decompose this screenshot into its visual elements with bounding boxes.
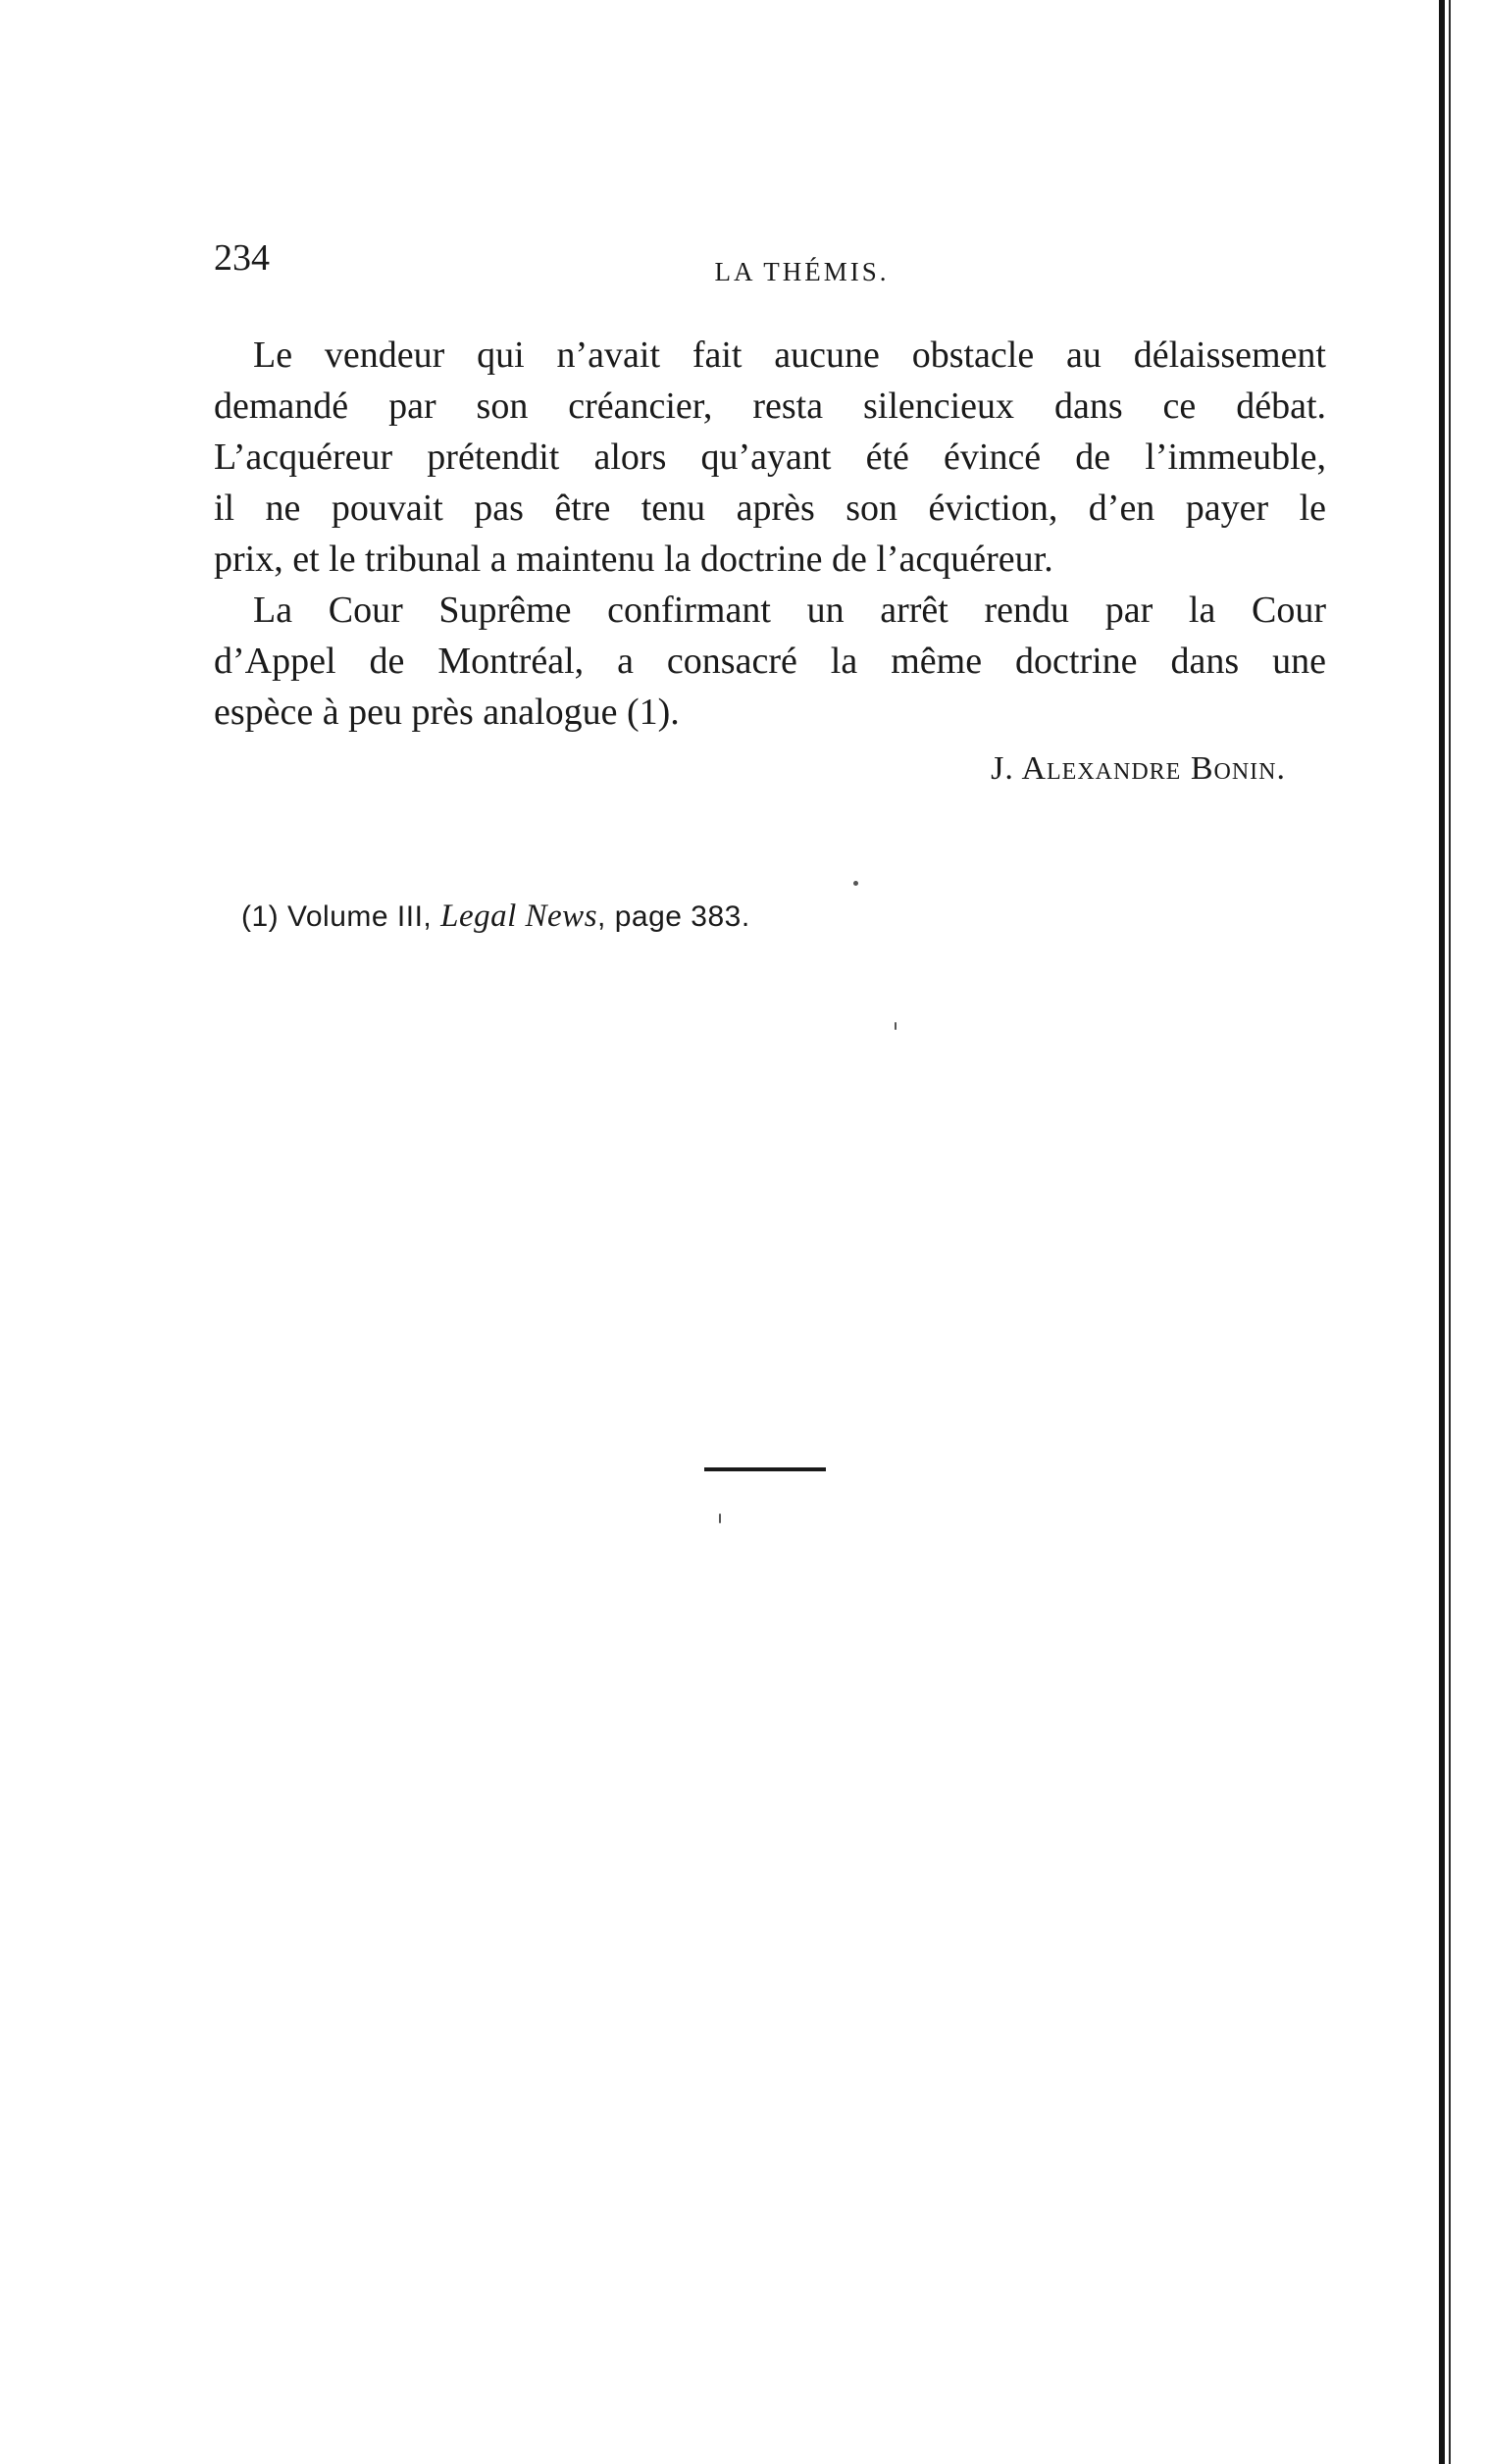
paragraph-2 xyxy=(214,585,1326,738)
print-speck xyxy=(853,881,858,886)
end-rule xyxy=(704,1467,826,1471)
text-line: L’acquéreur prétendit alors qu’ayant été évincé de l’immeuble, xyxy=(214,436,1326,478)
text-line: La Cour Suprême confirmant un arrêt rendu par la Cour xyxy=(253,590,1326,631)
footnote xyxy=(241,898,750,935)
text-line: espèce à peu près analogue (1). xyxy=(214,692,680,733)
article-body xyxy=(214,330,1326,738)
text-line: Le vendeur qui n’avait fait aucune obstacle au délaissement xyxy=(253,334,1326,376)
paragraph-1 xyxy=(214,330,1326,585)
footnote-title: Legal News xyxy=(440,898,598,934)
footnote-suffix: , page 383. xyxy=(597,900,750,933)
page-number: 234 xyxy=(214,237,270,279)
print-speck xyxy=(895,1022,897,1030)
text-line: d’Appel de Montréal, a consacré la même doctrine dans une xyxy=(214,641,1326,682)
page-binding-edge xyxy=(1439,0,1445,2464)
print-speck xyxy=(719,1514,721,1523)
running-title: LA THÉMIS. xyxy=(714,257,890,286)
text-line: demandé par son créancier, resta silencieux dans ce débat. xyxy=(214,385,1326,427)
footnote-prefix: Volume III, xyxy=(287,900,433,933)
page-binding-edge-inner xyxy=(1449,0,1451,2464)
author-signature: J. Alexandre Bonin. xyxy=(991,750,1286,787)
footnote-marker: (1) xyxy=(241,900,280,933)
text-line: il ne pouvait pas être tenu après son éviction, d’en payer le xyxy=(214,488,1326,529)
text-line: prix, et le tribunal a maintenu la doctrine de l’acquéreur. xyxy=(214,539,1053,580)
